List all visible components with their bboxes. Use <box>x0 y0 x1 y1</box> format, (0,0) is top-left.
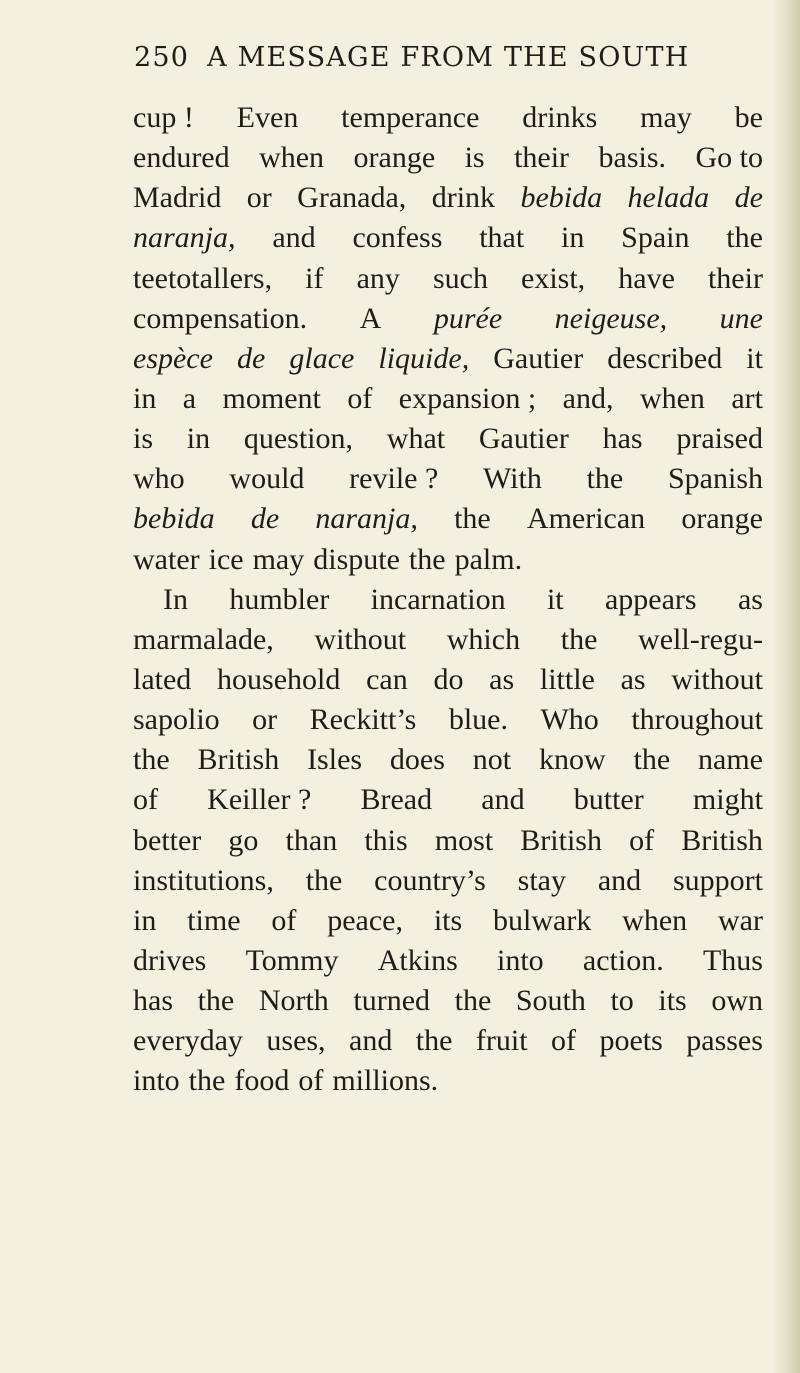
word: in <box>186 422 211 456</box>
text-line <box>133 580 763 620</box>
word: Spanish <box>667 462 763 496</box>
word: that <box>479 221 525 255</box>
text-line <box>133 178 763 218</box>
word: in <box>561 221 585 255</box>
word: American <box>526 502 646 536</box>
word: its <box>658 984 687 1018</box>
word: revile ? <box>349 462 439 496</box>
word: own <box>711 984 763 1018</box>
word: Reckitt’s <box>309 703 417 737</box>
word: appears <box>604 582 697 616</box>
word: exist, <box>521 261 586 295</box>
word: art <box>731 381 763 415</box>
word: the <box>188 1064 226 1098</box>
word: expansion ; <box>398 381 537 415</box>
word: endured <box>133 141 230 175</box>
word: With <box>483 462 542 496</box>
italic-word: une <box>719 301 763 335</box>
word: Even <box>236 101 299 134</box>
word: turned <box>353 984 431 1018</box>
word: Keiller ? <box>207 783 312 817</box>
italic-word: de <box>734 181 763 215</box>
text-line <box>133 821 763 861</box>
word: of <box>133 783 158 817</box>
word: Tommy <box>245 943 339 977</box>
word: the <box>415 1024 453 1058</box>
word: does <box>389 743 445 777</box>
word: moment <box>222 381 321 415</box>
word: go <box>228 823 259 857</box>
word: as <box>620 662 646 696</box>
word: A <box>359 301 382 335</box>
word: or <box>252 703 278 737</box>
word: Bread <box>360 783 433 817</box>
text-line <box>133 740 763 780</box>
word: or <box>246 181 272 215</box>
word: orange <box>681 502 763 536</box>
word: North <box>258 984 329 1018</box>
word: the <box>454 502 491 536</box>
text-line <box>133 499 763 539</box>
word: support <box>672 863 763 897</box>
italic-word: espèce <box>133 341 213 375</box>
word: know <box>538 743 606 777</box>
word: has <box>133 984 173 1018</box>
word: of <box>347 381 373 415</box>
word: little <box>539 662 595 696</box>
word: can <box>366 662 408 696</box>
word: into <box>133 1064 180 1098</box>
word: passes <box>686 1024 763 1058</box>
word: stay <box>517 863 566 897</box>
word: confess <box>352 221 443 255</box>
word: Go to <box>695 141 763 175</box>
word: everyday <box>133 1024 243 1058</box>
word: is <box>133 422 154 456</box>
text-line <box>133 1061 763 1101</box>
word: institutions, <box>133 863 274 897</box>
word: palm. <box>454 542 523 576</box>
word: better <box>133 823 202 857</box>
text-line <box>133 339 763 379</box>
word: Spain <box>621 221 690 255</box>
text-line <box>133 660 763 700</box>
word: any <box>356 261 400 295</box>
word: uses, <box>266 1024 326 1058</box>
word: the <box>133 743 170 777</box>
word: when <box>259 141 325 175</box>
italic-word: de <box>250 502 280 536</box>
word: the <box>560 622 598 656</box>
word: and <box>349 1024 393 1058</box>
word: Gautier <box>493 341 584 375</box>
word: millions. <box>332 1064 439 1098</box>
word: of <box>298 1064 324 1098</box>
italic-word: bebida <box>520 181 603 215</box>
italic-word: de <box>236 341 266 375</box>
text-line <box>133 379 763 419</box>
word: what <box>386 422 446 456</box>
word: Gautier <box>478 422 569 456</box>
word: this <box>364 823 408 857</box>
word: bulwark <box>493 903 592 937</box>
italic-word: bebida <box>133 502 215 536</box>
word: their <box>514 141 570 175</box>
word: and <box>597 863 642 897</box>
word: British <box>681 823 763 857</box>
word: teetotallers, <box>133 261 273 295</box>
word: dispute <box>313 542 400 576</box>
word: Granada, <box>297 181 407 215</box>
text-line <box>133 941 763 981</box>
word: a <box>182 381 197 415</box>
word: may <box>252 542 305 576</box>
word: might <box>692 783 763 817</box>
word: drinks <box>522 101 598 134</box>
word: British <box>197 743 280 777</box>
word: time <box>187 903 241 937</box>
body-text <box>133 98 763 1102</box>
word: question, <box>243 422 354 456</box>
word: without <box>671 662 763 696</box>
word: Madrid <box>133 181 222 215</box>
word: as <box>737 582 763 616</box>
text-line <box>133 259 763 299</box>
italic-word: naranja, <box>133 221 236 255</box>
word: without <box>314 622 407 656</box>
word: as <box>489 662 515 696</box>
word: temperance <box>341 101 480 134</box>
word: not <box>472 743 512 777</box>
word: marmalade, <box>133 622 274 656</box>
word: which <box>446 622 521 656</box>
word: British <box>520 823 602 857</box>
word: when <box>639 381 705 415</box>
text-line <box>133 299 763 339</box>
word: humbler <box>229 582 330 616</box>
word: the <box>633 743 671 777</box>
word: war <box>718 903 763 937</box>
word: have <box>618 261 675 295</box>
word: the <box>197 984 235 1018</box>
text-line <box>133 540 763 580</box>
word: do <box>433 662 464 696</box>
word: of <box>551 1024 577 1058</box>
italic-word: helada <box>627 181 710 215</box>
word: drink <box>431 181 496 215</box>
word: such <box>432 261 488 295</box>
word: it <box>746 341 763 375</box>
text-line <box>133 1021 763 1061</box>
text-line <box>133 780 763 820</box>
text-line <box>133 419 763 459</box>
word: butter <box>573 783 644 817</box>
text-line <box>133 218 763 258</box>
word: has <box>602 422 643 456</box>
word: praised <box>676 422 763 456</box>
word: blue. <box>448 703 508 737</box>
text-line <box>133 98 763 138</box>
word: ice <box>208 542 244 576</box>
word: if <box>305 261 324 295</box>
word: the <box>586 462 624 496</box>
word: who <box>133 462 185 496</box>
running-title: A MESSAGE FROM THE SOUTH <box>207 42 690 73</box>
text-line <box>133 138 763 178</box>
word: incarnation <box>370 582 506 616</box>
text-line <box>133 459 763 499</box>
word: of <box>629 823 655 857</box>
italic-word: liquide, <box>378 341 470 375</box>
italic-word: glace <box>289 341 355 375</box>
word: household <box>217 662 341 696</box>
word: action. <box>582 943 664 977</box>
word: In <box>163 582 188 616</box>
word: their <box>707 261 763 295</box>
italic-word: purée <box>433 301 503 335</box>
word: in <box>133 381 157 415</box>
word: sapolio <box>133 703 220 737</box>
word: peace, <box>327 903 403 937</box>
word: poets <box>599 1024 663 1058</box>
word: drives <box>133 943 207 977</box>
text-line <box>133 620 763 660</box>
word: described <box>607 341 723 375</box>
word: the <box>726 221 763 255</box>
word: South <box>515 984 586 1018</box>
word: the <box>454 984 492 1018</box>
word: country’s <box>374 863 486 897</box>
word: Who <box>540 703 599 737</box>
word: the <box>305 863 343 897</box>
word: and, <box>562 381 614 415</box>
word: may <box>640 101 692 134</box>
word: of <box>271 903 297 937</box>
word: basis. <box>598 141 666 175</box>
word: than <box>285 823 338 857</box>
word: cup ! <box>133 101 194 134</box>
text-line <box>133 700 763 740</box>
word: lated <box>133 662 192 696</box>
text-line <box>133 981 763 1021</box>
word: Atkins <box>377 943 458 977</box>
word: be <box>734 101 763 134</box>
word: Isles <box>307 743 363 777</box>
word: is <box>464 141 485 175</box>
italic-word: neigeuse, <box>554 301 668 335</box>
word: and <box>272 221 316 255</box>
running-head <box>134 42 694 82</box>
word: the <box>408 542 446 576</box>
word: and <box>481 783 525 817</box>
word: name <box>698 743 763 777</box>
word: when <box>622 903 688 937</box>
word: most <box>434 823 494 857</box>
text-line <box>133 861 763 901</box>
italic-word: naranja, <box>315 502 418 536</box>
word: fruit <box>475 1024 528 1058</box>
word: compensation. <box>133 301 308 335</box>
word: Thus <box>702 943 763 977</box>
word: its <box>433 903 463 937</box>
word: water <box>133 542 200 576</box>
word: well-regu- <box>638 622 763 656</box>
word: orange <box>353 141 436 175</box>
word: food <box>234 1064 290 1098</box>
text-line <box>133 901 763 941</box>
page-edge-shadow <box>772 0 800 1373</box>
page-number: 250 <box>134 42 190 73</box>
word: in <box>133 903 157 937</box>
word: to <box>610 984 634 1018</box>
word: it <box>546 582 564 616</box>
word: would <box>229 462 305 496</box>
word: into <box>497 943 544 977</box>
word: throughout <box>631 703 763 737</box>
